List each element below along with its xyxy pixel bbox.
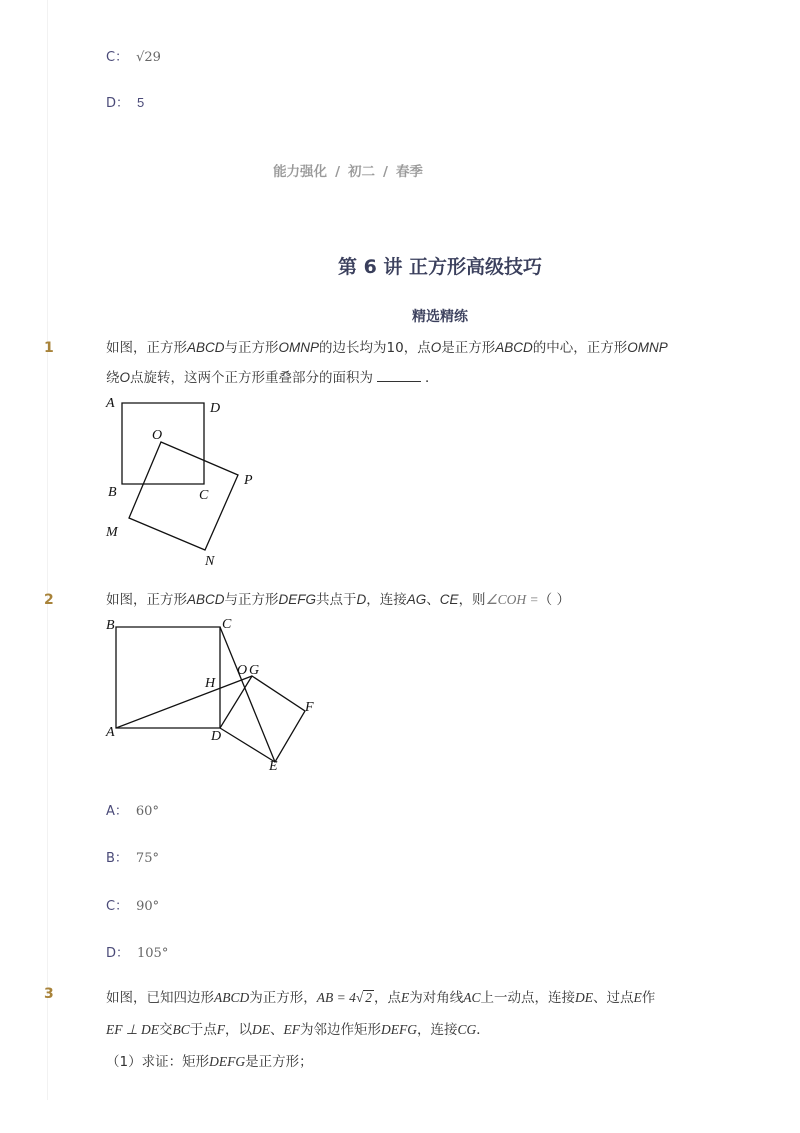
text-run: 与正方形 [224,592,279,608]
math-term: AC [463,990,481,1005]
math-term: O [430,340,442,355]
question-line [106,363,746,393]
point-label: C [199,488,209,503]
question-number: 1 [44,340,54,356]
point-label: M [106,525,118,540]
option-label: A： [106,804,128,819]
option-b[interactable] [106,847,159,866]
math-term: E [401,990,410,1005]
sqrt-sign: √ [355,990,364,1005]
math-term: ∠COH = [485,592,539,607]
text-run: 于点 [189,1022,217,1038]
text-run: 如图，已知四边形 [106,990,214,1006]
text-run: 如图，正方形 [106,340,187,356]
text-run: ． [425,370,439,386]
math-term: ABCD [495,340,533,355]
math-term: AB = 4 [316,990,356,1005]
text-run: 共点于 [316,592,357,608]
math-term: ABCD [187,592,225,607]
text-run: 为正方形， [249,990,317,1006]
question-2-figure [100,615,330,775]
text-run: 作 [641,990,656,1006]
math-term: OMNP [278,340,320,355]
prev-option-c[interactable] [106,46,161,65]
math-term: DEFG [278,592,317,607]
math-term: CG [457,1022,477,1037]
math-term: DE [575,990,594,1005]
text-run: 绕 [106,370,120,386]
text-run: 与正方形 [224,340,279,356]
question-line [106,333,746,363]
text-run: 的中心，正方形 [532,340,628,356]
point-label: P [244,473,253,488]
text-run: 交 [159,1022,173,1038]
segment-ag [116,676,252,728]
math-term: DE [252,1022,271,1037]
question-1-figure [100,395,260,570]
option-value: 105° [137,946,169,961]
breadcrumb-part: 春季 [395,164,423,180]
text-run: ，点 [374,990,402,1006]
option-label: D： [106,946,130,961]
text-run: 如图，正方形 [106,592,187,608]
text-run: 、 [426,592,440,608]
square-defg [220,676,305,762]
text-run: ． [476,1022,490,1038]
option-value: 75° [135,851,159,866]
text-run: 是正方形 [441,340,496,356]
question-1-text [106,333,746,393]
math-term: 2 [365,990,373,1005]
breadcrumb-separator: / [335,164,340,180]
text-run: ，连接 [366,592,407,608]
text-run: 上一动点，连接 [480,990,576,1006]
point-label: F [305,700,314,715]
math-term: BC [172,1022,190,1037]
math-term: ABCD [214,990,250,1005]
math-term: DEFG [381,1022,418,1037]
text-run: ，以 [225,1022,253,1038]
option-c[interactable] [106,895,159,914]
math-term: D [356,592,367,607]
question-line [106,1046,746,1078]
point-label: B [108,485,117,500]
math-term: F [216,1022,226,1037]
option-label: D： [106,96,130,111]
option-a[interactable] [106,800,159,819]
section-title: 精选精练 [412,309,468,325]
segment-ce [220,627,275,762]
option-value: 60° [135,804,159,819]
point-label: B [106,618,115,633]
point-label: C [222,617,232,632]
question-line [106,1014,746,1046]
text-run: （1）求证：矩形 [106,1054,210,1070]
question-line [106,982,746,1014]
text-run: 为对角线 [409,990,464,1006]
point-label: H [205,676,216,691]
text-run: ，连接 [417,1022,458,1038]
breadcrumb-separator: / [383,164,388,180]
math-term: AG [406,592,427,607]
point-label: E [269,759,278,774]
square-omnp [129,442,238,550]
breadcrumb-part: 能力强化 [273,164,328,180]
point-label: O [152,428,163,443]
point-label: N [205,554,215,569]
text-run: 为邻边作矩形 [300,1022,382,1038]
option-value: √29 [136,50,161,65]
math-term: E [633,990,642,1005]
option-d[interactable] [106,942,168,961]
breadcrumb [0,160,696,180]
text-run: 、 [270,1022,284,1038]
point-label: D [210,401,221,416]
point-label: A [106,396,115,411]
question-3-text [106,982,746,1078]
point-label: O [237,663,248,678]
point-label: A [106,725,115,740]
math-term: EF [283,1022,301,1037]
text-run: 是正方形； [245,1054,313,1070]
text-run: ，则 [458,592,486,608]
point-label: G [249,663,260,678]
breadcrumb-part: 初二 [348,164,375,180]
question-number: 3 [44,986,54,1002]
option-label: B： [106,851,128,866]
text-run: （ ） [538,592,570,608]
math-term: ABCD [187,340,225,355]
math-term: EF ⊥ DE [106,1022,159,1037]
question-2-text [106,585,746,615]
text-run: 点旋转，这两个正方形重叠部分的面积为 [130,370,374,386]
answer-blank[interactable] [377,369,421,382]
text-run: 、过点 [593,990,634,1006]
lecture-title: 第 6 讲 正方形高级技巧 [337,256,543,278]
point-label: D [211,729,222,744]
option-value: 5 [137,95,145,110]
prev-option-d[interactable] [106,92,144,111]
option-value: 90° [136,899,160,914]
option-label: C： [106,899,129,914]
math-term: O [119,370,131,385]
math-term: DEFG [209,1054,246,1069]
question-number: 2 [44,592,54,608]
math-term: CE [439,592,459,607]
math-term: OMNP [627,340,668,355]
text-run: 的边长均为10，点 [319,340,431,356]
option-label: C： [106,50,129,65]
